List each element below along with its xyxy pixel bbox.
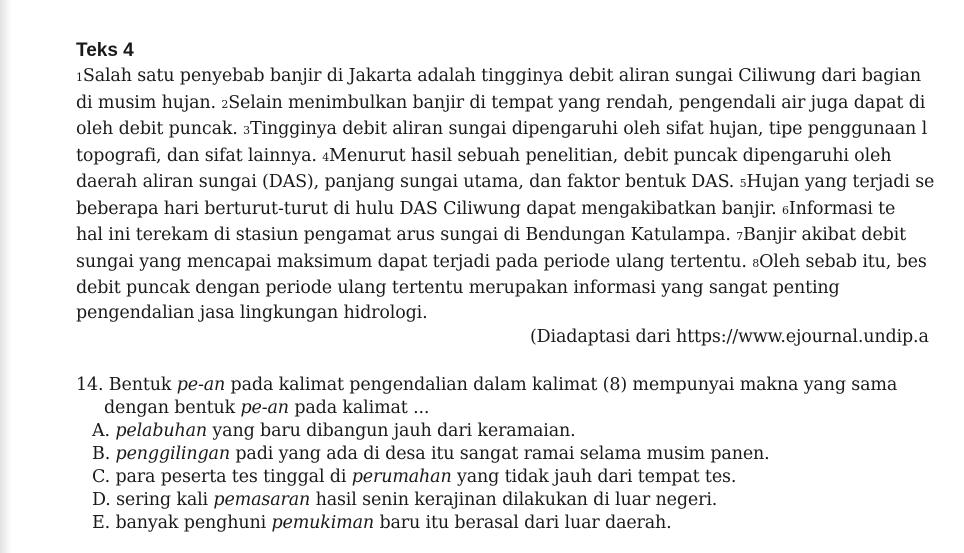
sentence-number: 1 xyxy=(76,71,83,84)
italic-term: pe-an xyxy=(240,398,289,418)
passage-source: (Diadaptasi dari https://www.ejournal.undip.a xyxy=(530,327,929,347)
text-segment: sungai yang mencapai maksimum dapat terjadi pada periode ulang tertentu. xyxy=(76,251,753,272)
italic-term: pelabuhan xyxy=(115,421,208,441)
passage-line xyxy=(76,197,964,224)
text-segment: B. xyxy=(92,444,116,464)
italic-term: pe-an xyxy=(176,375,226,395)
text-segment: pengendalian jasa lingkungan hidrologi. xyxy=(76,302,428,323)
italic-term: penggilingan xyxy=(115,444,230,464)
sentence-number: 7 xyxy=(736,230,744,243)
page-edge-shadow xyxy=(0,0,12,553)
text-segment: 14. Bentuk xyxy=(76,375,177,395)
italic-term: perumahan xyxy=(351,467,452,487)
text-segment: C. para peserta tes tinggal di xyxy=(92,467,352,487)
answer-option-a[interactable] xyxy=(76,420,964,443)
text-segment: daerah aliran sungai (DAS), panjang sungai utama, dan faktor bentuk DAS. xyxy=(76,172,740,192)
text-segment: hasil senin kerajinan dilakukan di luar negeri. xyxy=(310,490,718,510)
passage-line xyxy=(76,301,964,326)
sentence-number: 3 xyxy=(243,124,250,137)
passage-line xyxy=(76,170,964,197)
text-segment: E. banyak penghuni xyxy=(92,513,272,533)
text-segment: di musim hujan. xyxy=(76,92,222,113)
passage-line xyxy=(76,117,964,144)
question-14 xyxy=(76,374,964,535)
passage-line xyxy=(76,276,964,301)
text-segment: Tingginya debit aliran sungai dipengaruhi oleh sifat hujan, tipe penggunaan l xyxy=(250,119,928,139)
sentence-number: 2 xyxy=(221,97,229,111)
text-segment: pada kalimat ... xyxy=(288,398,430,418)
text-segment: Oleh sebab itu, bes xyxy=(759,251,927,272)
text-segment: yang tidak jauh dari tempat tes. xyxy=(451,467,737,487)
text-segment: Salah satu penyebab banjir di Jakarta adalah tingginya debit aliran sungai Ciliwung dari bagian xyxy=(82,66,922,86)
text-segment: Selain menimbulkan banjir di tempat yang rendah, pengendali air juga dapat di xyxy=(228,92,926,113)
reading-passage xyxy=(76,40,964,350)
text-segment: Menurut hasil sebuah penelitian, debit puncak dipengaruhi oleh xyxy=(329,145,892,166)
text-segment: dengan bentuk xyxy=(104,398,241,418)
sentence-number: 5 xyxy=(739,177,747,190)
passage-line xyxy=(76,223,964,250)
text-segment: beberapa hari berturut-turut di hulu DAS Ciliwung dapat mengakibatkan banjir. xyxy=(76,198,782,219)
text-segment: hal ini terekam di stasiun pengamat arus sungai di Bendungan Katulampa. xyxy=(76,225,737,245)
answer-option-e[interactable] xyxy=(76,512,964,535)
answer-option-c[interactable] xyxy=(76,466,964,489)
answer-option-b[interactable] xyxy=(76,443,964,466)
text-segment: yang baru dibangun jauh dari keramaian. xyxy=(207,421,576,441)
answer-option-d[interactable] xyxy=(76,489,964,512)
passage-title: Teks 4 xyxy=(76,40,134,61)
text-segment: A. xyxy=(92,421,116,441)
question-stem xyxy=(76,374,964,397)
passage-line xyxy=(76,64,964,91)
text-segment: topografi, dan sifat lainnya. xyxy=(76,145,323,166)
sentence-number: 4 xyxy=(322,150,330,164)
sentence-number: 8 xyxy=(752,256,760,270)
text-segment: debit puncak dengan periode ulang tertentu merupakan informasi yang sangat penting xyxy=(76,278,840,298)
text-segment: pada kalimat pengendalian dalam kalimat (8) mempunyai makna yang sama xyxy=(225,375,898,395)
text-segment: D. sering kali xyxy=(92,490,214,510)
passage-line xyxy=(76,250,964,277)
passage-line xyxy=(76,144,964,171)
text-segment: baru itu berasal dari luar daerah. xyxy=(374,513,672,533)
passage-line xyxy=(76,91,964,118)
text-segment: Hujan yang terjadi se xyxy=(746,172,935,192)
italic-term: pemasaran xyxy=(213,490,311,510)
question-stem-continued xyxy=(76,397,964,420)
text-segment: oleh debit puncak. xyxy=(76,119,244,139)
passage-body xyxy=(76,64,964,325)
answer-options xyxy=(76,420,964,535)
italic-term: pemukiman xyxy=(271,513,375,533)
text-segment: padi yang ada di desa itu sangat ramai selama musim panen. xyxy=(229,444,770,464)
sentence-number: 6 xyxy=(781,203,789,217)
text-segment: Banjir akibat debit xyxy=(743,225,906,245)
text-segment: Informasi te xyxy=(788,198,896,219)
